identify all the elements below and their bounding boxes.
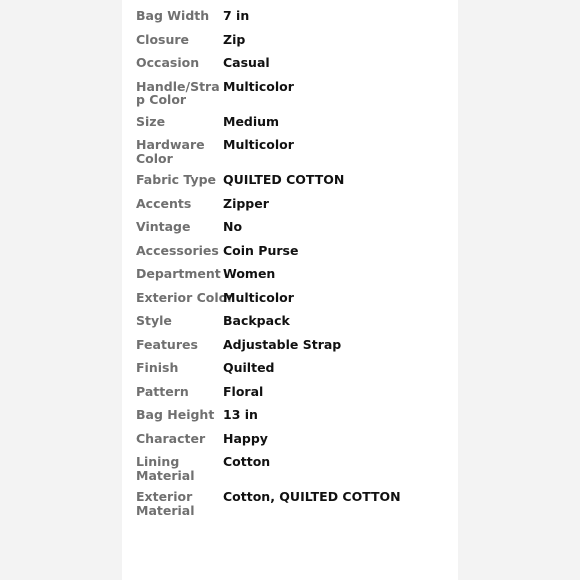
spec-label: Exterior Material xyxy=(136,489,195,518)
spec-value: Casual xyxy=(223,55,270,70)
spec-row-closure xyxy=(136,29,456,53)
spec-label: Exterior Color xyxy=(136,289,234,305)
spec-label: Lining Material xyxy=(136,454,195,483)
spec-label: Vintage xyxy=(136,219,191,234)
spec-value: Cotton, QUILTED COTTON xyxy=(223,489,401,504)
spec-label: Character xyxy=(136,430,206,446)
spec-label: Closure xyxy=(136,31,190,47)
spec-label: Occasion xyxy=(136,55,200,70)
spec-label: Accents xyxy=(136,195,192,211)
spec-label: Hardware Color xyxy=(136,137,205,166)
spec-row-features xyxy=(136,334,456,358)
item-specifics-list xyxy=(136,5,456,521)
spec-value: Zip xyxy=(223,31,246,47)
spec-label: Size xyxy=(136,113,166,129)
spec-row-size xyxy=(136,111,456,135)
spec-label: Accessories xyxy=(136,242,219,258)
spec-row-finish xyxy=(136,357,456,381)
spec-row-fabric-type xyxy=(136,169,456,193)
spec-row-style xyxy=(136,310,456,334)
spec-value: Backpack xyxy=(223,313,290,328)
spec-value: Multicolor xyxy=(223,137,294,152)
spec-row-handle-strap-color xyxy=(136,76,456,111)
spec-row-exterior-color xyxy=(136,287,456,311)
spec-value: Zipper xyxy=(223,195,269,211)
spec-row-department xyxy=(136,263,456,287)
spec-value: 7 in xyxy=(223,8,250,23)
spec-label: Handle/Strap Color xyxy=(136,78,220,107)
spec-value: 13 in xyxy=(223,407,258,422)
spec-row-occasion xyxy=(136,52,456,76)
spec-label: Bag Width xyxy=(136,8,210,23)
spec-value: Quilted xyxy=(223,360,275,375)
spec-value: Floral xyxy=(223,383,264,399)
spec-row-hardware-color xyxy=(136,134,456,169)
spec-value: Coin Purse xyxy=(223,242,299,258)
spec-value: Multicolor xyxy=(223,78,294,94)
spec-value: Happy xyxy=(223,430,268,446)
spec-row-accents xyxy=(136,193,456,217)
spec-label: Finish xyxy=(136,360,179,375)
spec-value: No xyxy=(223,219,243,234)
spec-value: Women xyxy=(223,266,276,281)
spec-value: Adjustable Strap xyxy=(223,336,342,352)
spec-value: Cotton xyxy=(223,454,271,469)
spec-label: Bag Height xyxy=(136,407,215,422)
spec-value: Multicolor xyxy=(223,289,294,305)
spec-row-pattern xyxy=(136,381,456,405)
spec-row-character xyxy=(136,428,456,452)
spec-row-lining-material xyxy=(136,451,456,486)
spec-row-bag-width xyxy=(136,5,456,29)
spec-row-exterior-material xyxy=(136,486,456,521)
spec-row-vintage xyxy=(136,216,456,240)
spec-label: Department xyxy=(136,266,221,281)
spec-value: Medium xyxy=(223,113,280,129)
spec-label: Style xyxy=(136,313,172,328)
spec-row-bag-height xyxy=(136,404,456,428)
spec-value: QUILTED COTTON xyxy=(223,172,345,187)
spec-label: Fabric Type xyxy=(136,172,217,187)
spec-label: Pattern xyxy=(136,383,189,399)
spec-row-accessories xyxy=(136,240,456,264)
spec-label: Features xyxy=(136,336,198,352)
